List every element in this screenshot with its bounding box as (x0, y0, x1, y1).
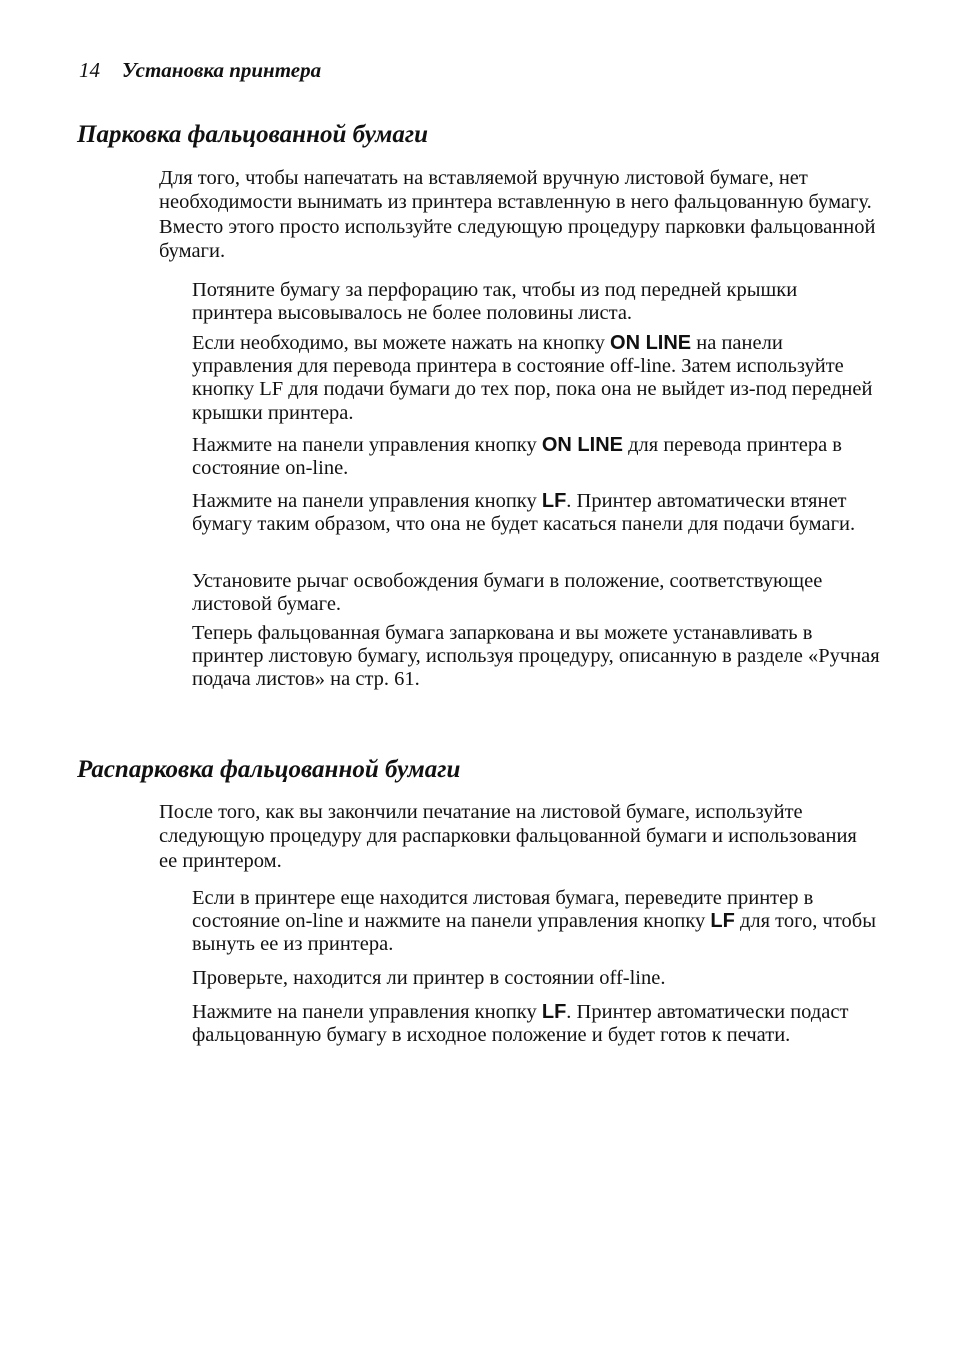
section-title-unparking: Распарковка фальцованной бумаги (77, 756, 461, 783)
parking-step-2: Если необходимо, вы можете нажать на кнопку ON LINE на панели управления для перевода принтера в состояние off-line. Затем используйте кнопку LF для подачи бумаги до тех пор, пока она не выйдет из-под передней крышки принтера. (192, 332, 873, 424)
online-button-label: ON LINE (610, 332, 692, 354)
parking-step-4: Нажмите на панели управления кнопку LF. Принтер автоматически втянет бумагу таким образом, что она не будет касаться панели для подачи бумаги. (192, 490, 856, 536)
section-intro-parking: Для того, чтобы напечатать на вставляемой вручную листовой бумаге, нет необходимости вынимать из принтера вставленную в него фальцованную бумагу. Вместо этого просто используйте следующую процедуру парковки фальцованной бумаги. (159, 167, 876, 263)
parking-step-5: Установите рычаг освобождения бумаги в положение, соответствующее листовой бумаге. (192, 570, 823, 616)
page-number: 14 (79, 58, 100, 82)
unparking-step-3: Нажмите на панели управления кнопку LF. Принтер автоматически подаст фальцованную бумагу в исходное положение и будет готов к печати. (192, 1001, 849, 1047)
section-intro-unparking: После того, как вы закончили печатание на листовой бумаге, используйте следующую процедуру для распарковки фальцованной бумаги и использования ее принтером. (159, 801, 857, 872)
parking-step-6: Теперь фальцованная бумага запаркована и вы можете устанавливать в принтер листовую бумагу, используя процедуру, описанную в разделе «Ручная подача листов» на стр. 61. (192, 622, 880, 691)
running-header (79, 58, 321, 83)
section-title-parking: Парковка фальцованной бумаги (77, 121, 428, 148)
lf-button-label: LF (541, 490, 567, 512)
parking-step-3: Нажмите на панели управления кнопку ON LINE для перевода принтера в состояние on-line. (192, 434, 842, 480)
running-title: Установка принтера (122, 58, 322, 82)
parking-step-1: Потяните бумагу за перфорацию так, чтобы из под передней крышки принтера высовывалось не более половины листа. (192, 279, 798, 325)
lf-button-label: LF (541, 1001, 567, 1023)
lf-button-label: LF (710, 910, 735, 933)
online-button-label: ON LINE (541, 434, 623, 456)
unparking-step-1: Если в принтере еще находится листовая бумага, переведите принтер в состояние on-line и нажмите на панели управления кнопку LF для того, чтобы вынуть ее из принтера. (192, 887, 876, 956)
unparking-step-2: Проверьте, находится ли принтер в состоянии off-line. (192, 967, 666, 989)
